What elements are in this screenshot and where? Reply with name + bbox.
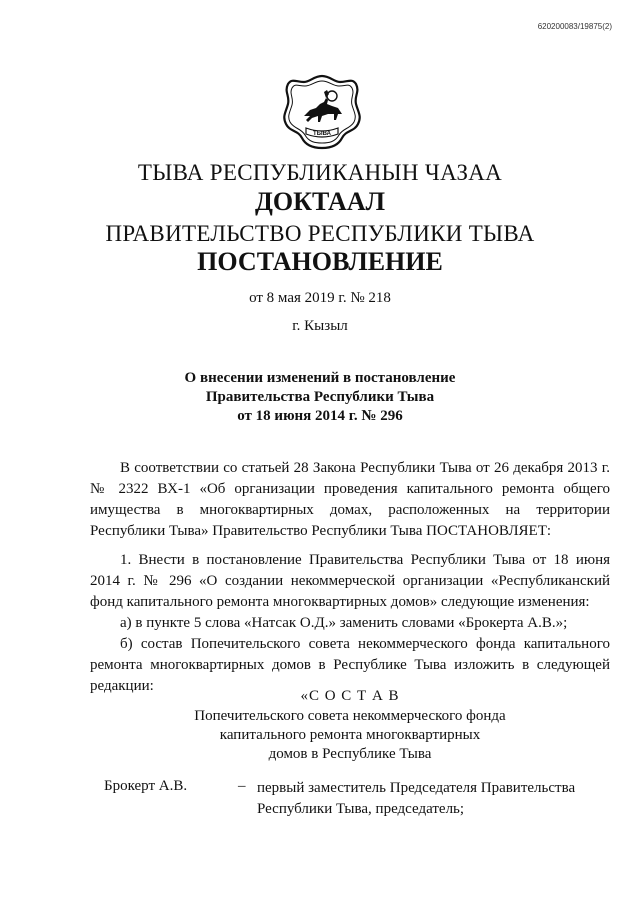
- emblem-text: ТЫВА: [313, 131, 331, 137]
- city: г. Кызыл: [292, 318, 348, 334]
- tuvan-doc-type: ДОКТААЛ: [255, 187, 385, 216]
- subject-line-3: от 18 июня 2014 г. № 296: [237, 408, 403, 424]
- item-1-paragraph: 1. Внести в постановление Правительства Республики Тыва от 18 июня 2014 г. № 296 «О создании некоммерческой организации «Республиканский фонд капитального ремонта многоквартирных домов» следующие изменения:: [90, 552, 610, 610]
- member-role: первый заместитель Председателя Правительства Республики Тыва, председатель;: [257, 780, 576, 817]
- composition-line-2: капитального ремонта многоквартирных: [219, 727, 481, 743]
- russian-doc-type: ПОСТАНОВЛЕНИЕ: [197, 247, 443, 276]
- preamble-paragraph: В соответствии со статьей 28 Закона Республики Тыва от 26 декабря 2013 г. № 2322 ВХ-1 «Об организации проведения капитального ремонта общего имущества в многоквартирных домах, расположенных на территории Республики Тыва» Правительство Республики Тыва ПОСТАНОВЛЯЕТ:: [90, 460, 610, 539]
- member-dash: –: [238, 778, 246, 794]
- russian-government-title: ПРАВИТЕЛЬСТВО РЕСПУБЛИКИ ТЫВА: [105, 221, 535, 246]
- composition-line-1: Попечительского совета некоммерческого фонда: [194, 708, 506, 724]
- tuvan-government-title: ТЫВА РЕСПУБЛИКАНЫН ЧАЗАА: [137, 160, 503, 185]
- item-a-paragraph: а) в пункте 5 слова «Натсак О.Д.» заменить словами «Брокерта А.В.»;: [120, 615, 568, 631]
- subject-line-1: О внесении изменений в постановление: [184, 370, 456, 386]
- tuva-emblem-icon: [282, 72, 362, 152]
- member-name: Брокерт А.В.: [104, 778, 188, 794]
- subject-line-2: Правительства Республики Тыва: [205, 389, 435, 405]
- composition-line-3: домов в Республике Тыва: [268, 746, 432, 762]
- composition-title: «С О С Т А В: [300, 688, 400, 704]
- document-id: 620200083/19875(2): [537, 22, 612, 31]
- item-b-paragraph: б) состав Попечительского совета некоммерческого фонда капитального ремонта многоквартирных домов в Республике Тыва изложить в следующей редакции:: [90, 636, 610, 694]
- date-number: от 8 мая 2019 г. № 218: [249, 290, 391, 306]
